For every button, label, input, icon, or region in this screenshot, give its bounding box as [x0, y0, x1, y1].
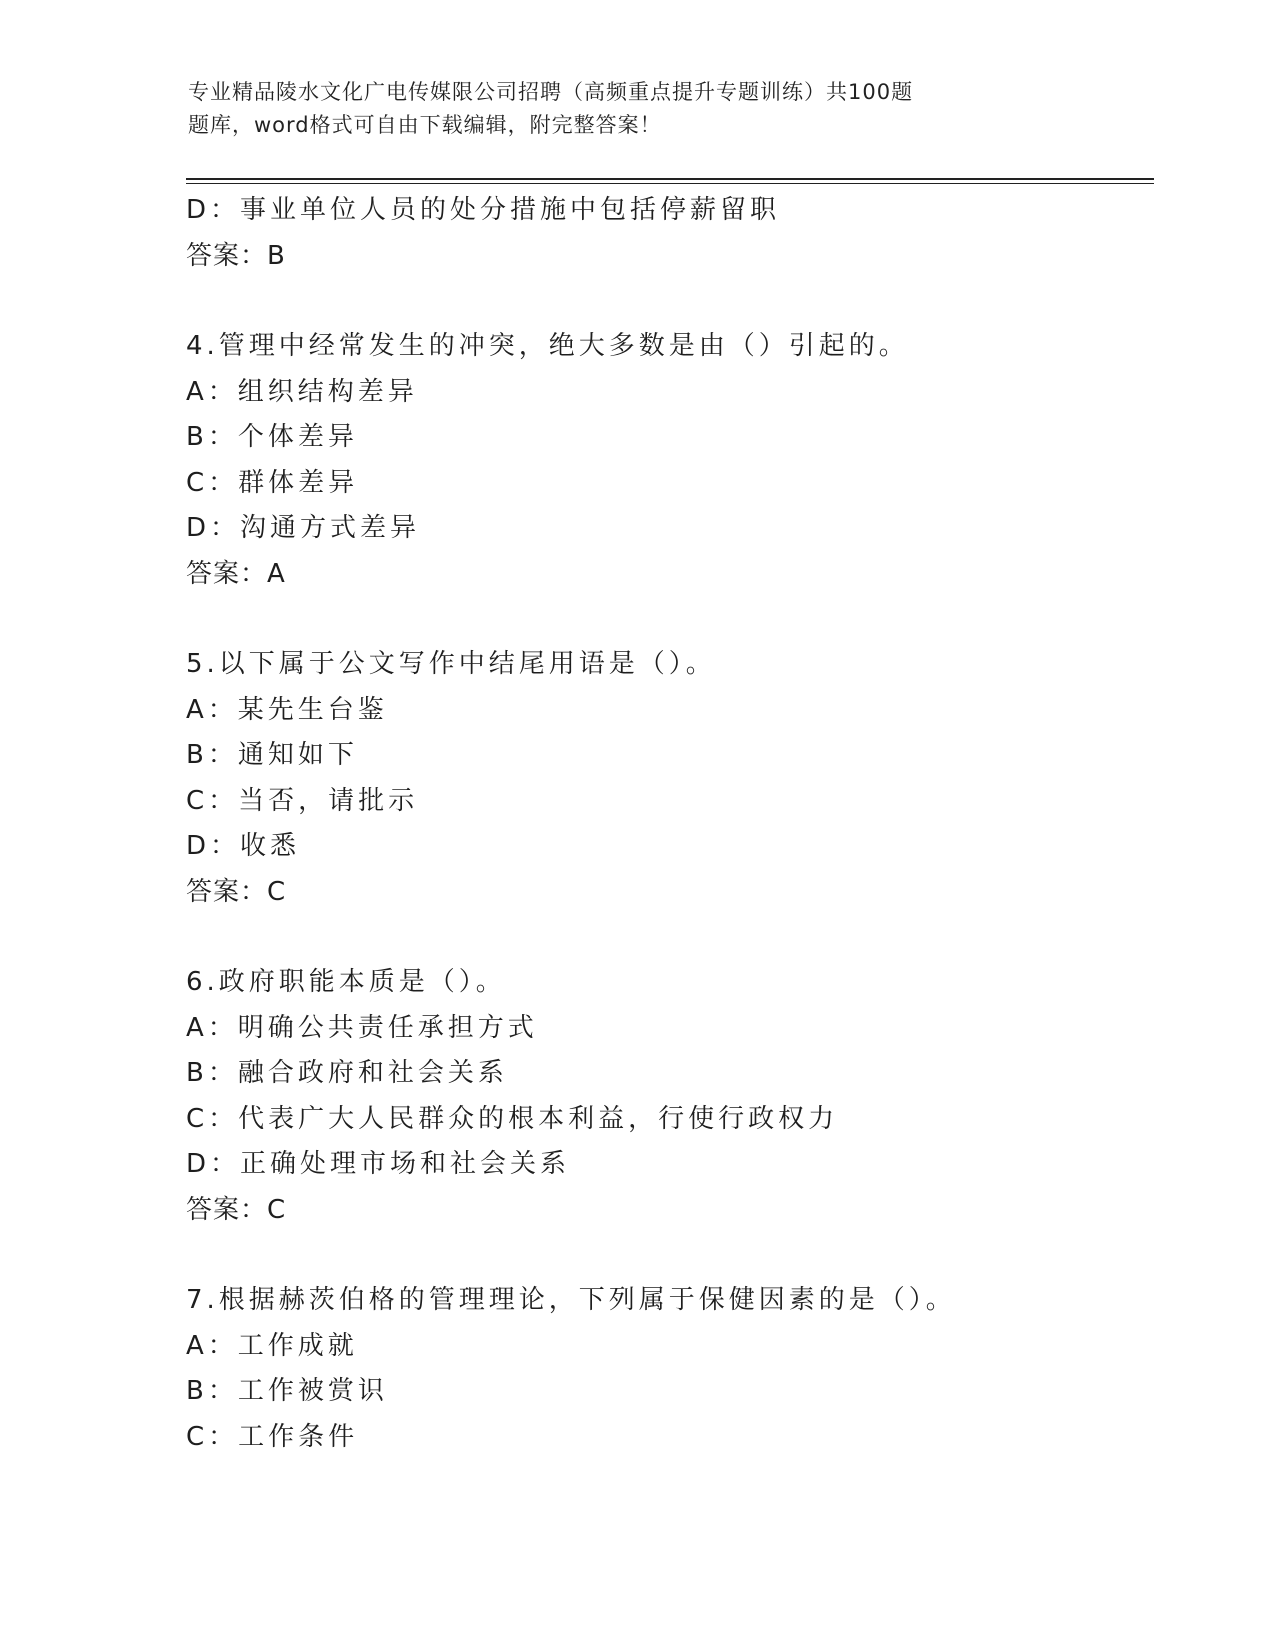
- option-d: D：收悉: [186, 831, 301, 861]
- spacer: [186, 915, 1146, 960]
- question-stem: 6.政府职能本质是（）。: [186, 967, 506, 997]
- question-stem: 5.以下属于公文写作中结尾用语是（）。: [186, 649, 716, 679]
- spacer: [186, 279, 1146, 324]
- option-d: D：沟通方式差异: [186, 513, 421, 543]
- option-c: C：当否，请批示: [186, 785, 419, 816]
- spacer: [186, 1233, 1146, 1278]
- question-4: [186, 324, 1146, 597]
- question-6: [186, 960, 1146, 1233]
- option-b: B：个体差异: [186, 422, 358, 452]
- header-title-line-1: 专业精品陵水文化广电传媒限公司招聘（高频重点提升专题训练）共100题: [188, 80, 914, 104]
- spacer: [186, 597, 1146, 642]
- question-stem: 4.管理中经常发生的冲突，绝大多数是由（）引起的。: [186, 331, 909, 361]
- answer-line: 答案：A: [186, 558, 286, 589]
- option-d: D：事业单位人员的处分措施中包括停薪留职: [186, 195, 781, 225]
- question-5: [186, 642, 1146, 915]
- answer-line: 答案：B: [186, 240, 286, 271]
- option-c: C：群体差异: [186, 467, 359, 498]
- answer-line: 答案：C: [186, 1194, 287, 1225]
- header-title-line-2: 题库，word格式可自由下载编辑，附完整答案！: [188, 113, 662, 137]
- question-list: [186, 188, 1146, 1460]
- option-a: A：工作成就: [186, 1330, 358, 1361]
- option-a: A：某先生台鉴: [186, 694, 388, 725]
- option-c: C：代表广大人民群众的根本利益，行使行政权力: [186, 1103, 839, 1134]
- option-a: A：明确公共责任承担方式: [186, 1012, 538, 1043]
- option-c: C：工作条件: [186, 1421, 359, 1452]
- option-d: D：正确处理市场和社会关系: [186, 1149, 571, 1179]
- option-b: B：通知如下: [186, 740, 358, 770]
- question-3-fragment: [186, 188, 1146, 279]
- header-divider: [186, 178, 1154, 184]
- option-b: B：融合政府和社会关系: [186, 1058, 508, 1088]
- question-7: [186, 1278, 1146, 1460]
- document-header: [188, 76, 1028, 142]
- question-stem: 7.根据赫茨伯格的管理理论，下列属于保健因素的是（）。: [186, 1285, 956, 1315]
- option-a: A：组织结构差异: [186, 376, 418, 407]
- option-b: B：工作被赏识: [186, 1376, 388, 1406]
- answer-line: 答案：C: [186, 876, 287, 907]
